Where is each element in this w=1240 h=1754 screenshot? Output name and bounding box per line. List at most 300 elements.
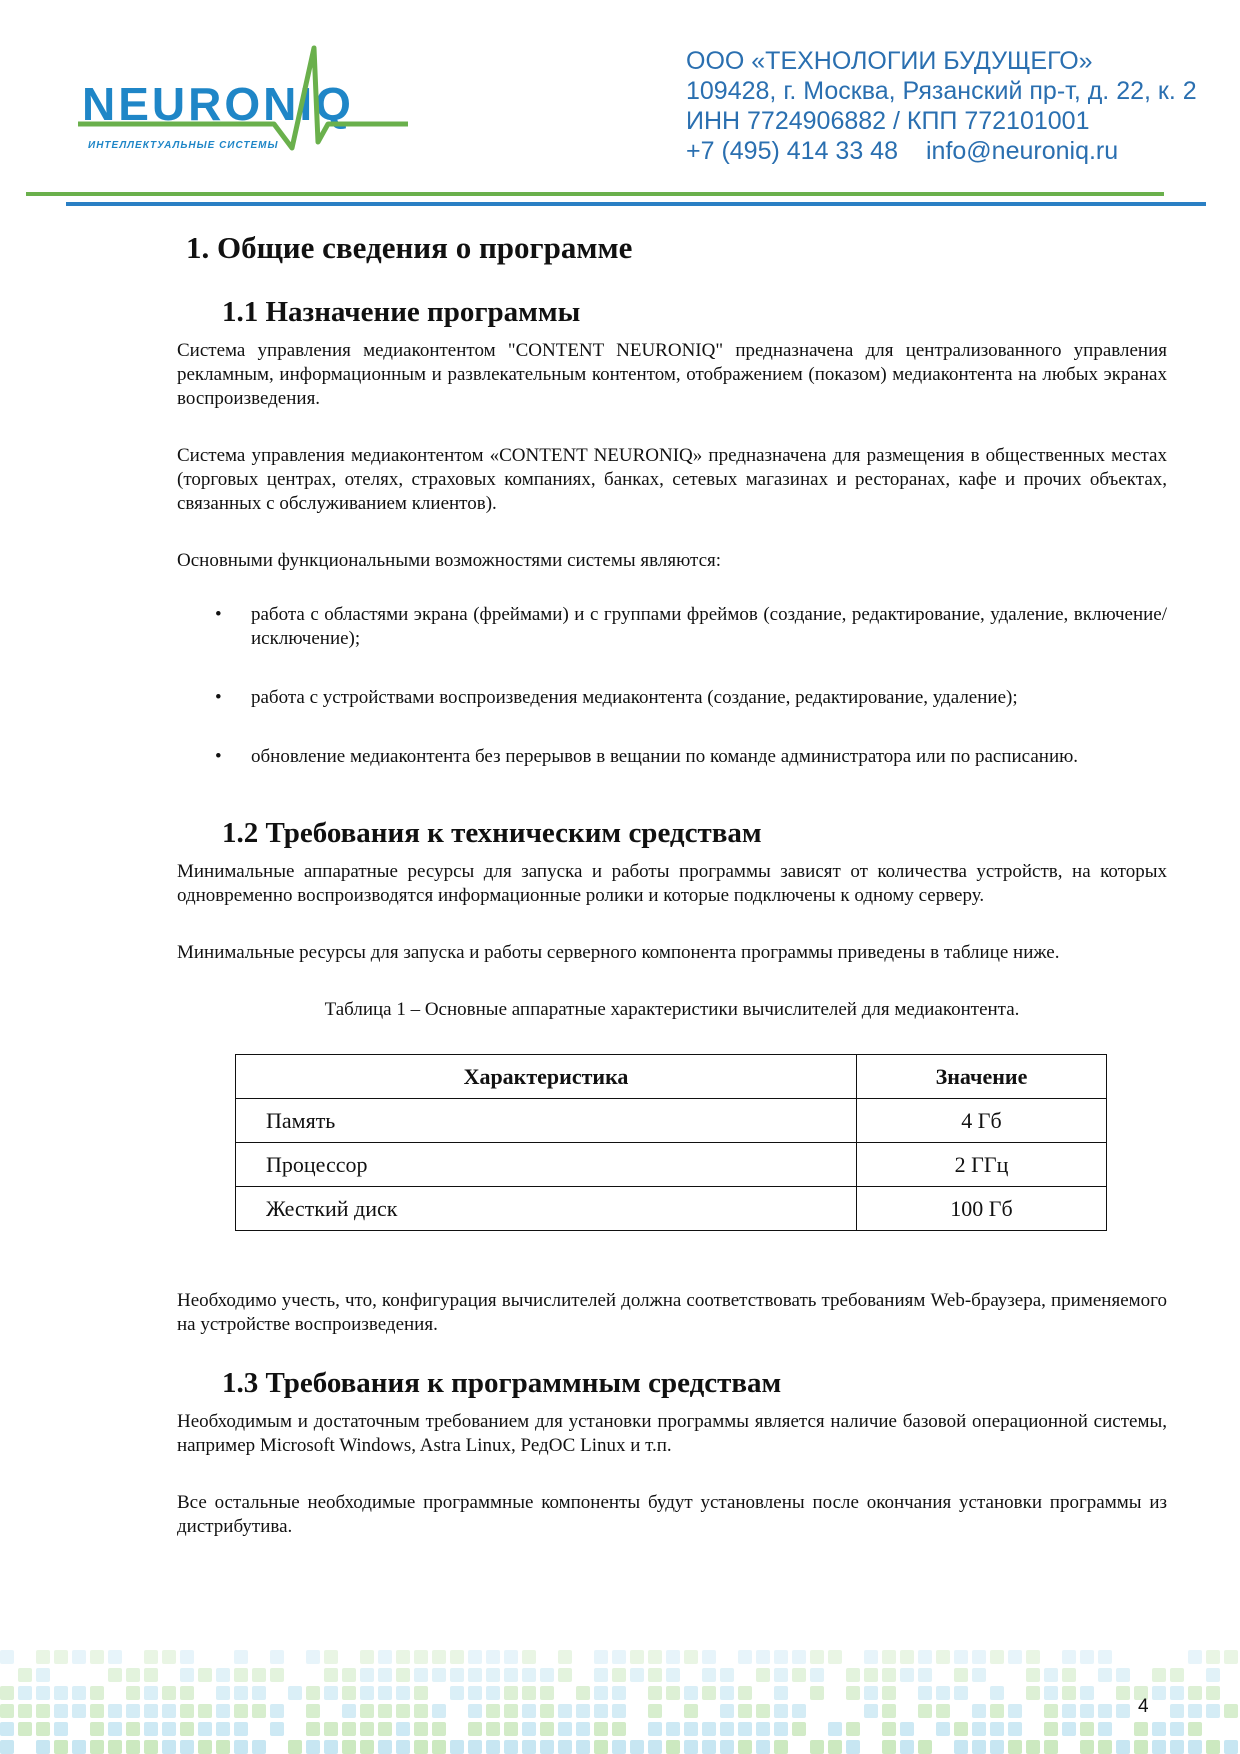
- pattern-square: [576, 1722, 590, 1736]
- pattern-square: [666, 1668, 680, 1682]
- pattern-square: [936, 1722, 950, 1736]
- pattern-square: [846, 1686, 860, 1700]
- pattern-square: [252, 1704, 266, 1718]
- pattern-square: [54, 1686, 68, 1700]
- pattern-square: [900, 1722, 914, 1736]
- pattern-square: [846, 1722, 860, 1736]
- pattern-square: [720, 1740, 734, 1754]
- pattern-square: [162, 1704, 176, 1718]
- pattern-square: [774, 1704, 788, 1718]
- pattern-square: [882, 1740, 896, 1754]
- pattern-square: [918, 1668, 932, 1682]
- pattern-square: [90, 1722, 104, 1736]
- bullet: •: [215, 604, 222, 625]
- pattern-square: [1170, 1722, 1184, 1736]
- pattern-square: [522, 1722, 536, 1736]
- pattern-square: [828, 1650, 842, 1664]
- pattern-square: [684, 1686, 698, 1700]
- pattern-square: [666, 1722, 680, 1736]
- bullet: •: [215, 746, 222, 767]
- pattern-square: [1224, 1740, 1238, 1754]
- pattern-square: [1134, 1740, 1148, 1754]
- pattern-square: [1098, 1740, 1112, 1754]
- pattern-square: [36, 1722, 50, 1736]
- pattern-square: [360, 1668, 374, 1682]
- pattern-square: [432, 1722, 446, 1736]
- pattern-square: [270, 1650, 284, 1664]
- pattern-square: [1044, 1740, 1058, 1754]
- pattern-square: [36, 1740, 50, 1754]
- pattern-square: [522, 1650, 536, 1664]
- pattern-square: [522, 1686, 536, 1700]
- pattern-square: [666, 1740, 680, 1754]
- pattern-square: [360, 1686, 374, 1700]
- table-caption: Таблица 1 – Основные аппаратные характеристики вычислителей для медиаконтента.: [324, 999, 1020, 1020]
- pattern-square: [558, 1722, 572, 1736]
- pattern-square: [846, 1668, 860, 1682]
- pattern-square: [1026, 1740, 1040, 1754]
- table-cell: 4 Гб: [857, 1099, 1107, 1143]
- pattern-square: [648, 1650, 662, 1664]
- pattern-square: [918, 1686, 932, 1700]
- table-header-row: [236, 1055, 1107, 1099]
- pattern-square: [378, 1668, 392, 1682]
- pattern-square: [306, 1740, 320, 1754]
- footer-decorative-pattern: [0, 1650, 1240, 1754]
- pattern-square: [486, 1650, 500, 1664]
- pattern-square: [144, 1686, 158, 1700]
- pattern-square: [612, 1722, 626, 1736]
- pattern-square: [108, 1704, 122, 1718]
- pattern-square: [882, 1650, 896, 1664]
- section-1-3-title: 1.3 Требования к программным средствам: [222, 1367, 782, 1399]
- pattern-square: [1026, 1686, 1040, 1700]
- pattern-square: [432, 1650, 446, 1664]
- pattern-square: [342, 1668, 356, 1682]
- pattern-square: [108, 1722, 122, 1736]
- pattern-square: [630, 1668, 644, 1682]
- pattern-square: [414, 1668, 428, 1682]
- pattern-square: [774, 1740, 788, 1754]
- pattern-square: [1206, 1650, 1220, 1664]
- pattern-square: [1188, 1704, 1202, 1718]
- pattern-square: [486, 1686, 500, 1700]
- pattern-square: [144, 1722, 158, 1736]
- pattern-square: [324, 1668, 338, 1682]
- pattern-square: [468, 1686, 482, 1700]
- pattern-square: [900, 1740, 914, 1754]
- pattern-square: [324, 1740, 338, 1754]
- pattern-square: [1224, 1704, 1238, 1718]
- pattern-square: [342, 1740, 356, 1754]
- pattern-square: [1044, 1668, 1058, 1682]
- pattern-square: [54, 1650, 68, 1664]
- pattern-square: [108, 1740, 122, 1754]
- pattern-square: [1008, 1740, 1022, 1754]
- company-inn-kpp: ИНН 7724906882 / КПП 772101001: [686, 107, 1090, 135]
- page-number: 4: [1138, 1696, 1149, 1717]
- pattern-square: [18, 1668, 32, 1682]
- pattern-square: [918, 1740, 932, 1754]
- pattern-square: [252, 1740, 266, 1754]
- pattern-square: [522, 1704, 536, 1718]
- pattern-square: [648, 1740, 662, 1754]
- pattern-square: [54, 1704, 68, 1718]
- pattern-square: [18, 1704, 32, 1718]
- company-contacts: [686, 136, 1197, 166]
- pattern-square: [1008, 1650, 1022, 1664]
- pattern-square: [396, 1668, 410, 1682]
- pattern-square: [504, 1650, 518, 1664]
- pattern-square: [648, 1686, 662, 1700]
- pattern-square: [1152, 1722, 1166, 1736]
- pattern-square: [414, 1650, 428, 1664]
- company-contact-block: [686, 46, 1197, 166]
- pattern-square: [882, 1704, 896, 1718]
- pattern-square: [198, 1704, 212, 1718]
- pattern-square: [216, 1668, 230, 1682]
- pattern-square: [1188, 1650, 1202, 1664]
- pattern-square: [0, 1704, 14, 1718]
- pattern-square: [684, 1722, 698, 1736]
- section-1-title: 1. Общие сведения о программе: [186, 230, 633, 265]
- pattern-square: [234, 1650, 248, 1664]
- pattern-square: [756, 1722, 770, 1736]
- pattern-square: [450, 1740, 464, 1754]
- pattern-square: [378, 1740, 392, 1754]
- pattern-square: [504, 1704, 518, 1718]
- pattern-square: [306, 1650, 320, 1664]
- pattern-square: [954, 1722, 968, 1736]
- pattern-square: [540, 1686, 554, 1700]
- pattern-square: [450, 1668, 464, 1682]
- pattern-square: [702, 1668, 716, 1682]
- pattern-square: [1206, 1668, 1220, 1682]
- pattern-square: [738, 1722, 752, 1736]
- pattern-square: [1098, 1722, 1112, 1736]
- pattern-square: [972, 1740, 986, 1754]
- pattern-square: [990, 1722, 1004, 1736]
- pattern-square: [126, 1668, 140, 1682]
- pattern-square: [612, 1668, 626, 1682]
- pattern-square: [306, 1722, 320, 1736]
- pattern-square: [432, 1668, 446, 1682]
- pattern-square: [1080, 1722, 1094, 1736]
- pattern-square: [486, 1722, 500, 1736]
- pattern-square: [630, 1740, 644, 1754]
- pattern-square: [396, 1740, 410, 1754]
- pattern-square: [108, 1668, 122, 1682]
- pattern-square: [432, 1704, 446, 1718]
- company-email[interactable]: info@neuroniq.ru: [925, 137, 1119, 165]
- pattern-square: [774, 1686, 788, 1700]
- pattern-square: [738, 1650, 752, 1664]
- pattern-square: [234, 1722, 248, 1736]
- pattern-square: [504, 1668, 518, 1682]
- pattern-square: [594, 1686, 608, 1700]
- pattern-square: [126, 1722, 140, 1736]
- list-item: [177, 603, 1167, 651]
- pattern-square: [1152, 1668, 1166, 1682]
- pattern-square: [558, 1704, 572, 1718]
- pattern-square: [360, 1722, 374, 1736]
- pattern-square: [90, 1740, 104, 1754]
- pattern-square: [468, 1704, 482, 1718]
- pattern-square: [1134, 1722, 1148, 1736]
- pattern-square: [900, 1650, 914, 1664]
- paragraph: Минимальные аппаратные ресурсы для запуска и работы программы зависят от количества устройств, на которых одновременно воспроизводятся информационные ролики и которые подключены к одному серверу.: [177, 861, 1167, 906]
- pattern-square: [972, 1668, 986, 1682]
- pattern-square: [720, 1686, 734, 1700]
- pattern-square: [990, 1740, 1004, 1754]
- pattern-square: [252, 1668, 266, 1682]
- pattern-square: [648, 1722, 662, 1736]
- pattern-square: [1170, 1740, 1184, 1754]
- pattern-square: [990, 1704, 1004, 1718]
- list-item: [177, 686, 1167, 710]
- header-divider-green: [26, 192, 1164, 196]
- pattern-square: [468, 1722, 482, 1736]
- pattern-square: [0, 1722, 14, 1736]
- pattern-square: [594, 1740, 608, 1754]
- hardware-requirements-table: [235, 1054, 1107, 1231]
- pattern-square: [396, 1722, 410, 1736]
- pattern-square: [486, 1740, 500, 1754]
- pattern-square: [972, 1704, 986, 1718]
- pattern-square: [540, 1704, 554, 1718]
- pattern-square: [1188, 1740, 1202, 1754]
- pattern-square: [576, 1704, 590, 1718]
- pattern-square: [342, 1722, 356, 1736]
- bullet: •: [215, 687, 222, 708]
- pattern-square: [792, 1668, 806, 1682]
- section-1-1-title: 1.1 Назначение программы: [222, 296, 581, 328]
- pattern-square: [432, 1740, 446, 1754]
- pattern-square: [882, 1722, 896, 1736]
- feature-list: [177, 603, 1167, 769]
- pattern-square: [630, 1650, 644, 1664]
- company-name: ООО «ТЕХНОЛОГИИ БУДУЩЕГО»: [686, 47, 1093, 75]
- pattern-square: [720, 1704, 734, 1718]
- pattern-square: [558, 1740, 572, 1754]
- pattern-square: [1170, 1668, 1184, 1682]
- pattern-square: [1008, 1722, 1022, 1736]
- pattern-square: [234, 1704, 248, 1718]
- pattern-square: [54, 1740, 68, 1754]
- pattern-square: [702, 1740, 716, 1754]
- pattern-square: [864, 1668, 878, 1682]
- paragraph: Система управления медиаконтентом «CONTENT NEURONIQ» предназначена для размещения в общественных местах (торговых центрах, отелях, страховых компаниях, банках, сетевых магазинах и ресторанах, кафе и прочих объектах, связанных с обслуживанием клиентов).: [177, 445, 1167, 514]
- pattern-square: [684, 1650, 698, 1664]
- pattern-square: [216, 1686, 230, 1700]
- pattern-square: [288, 1686, 302, 1700]
- pattern-square: [216, 1722, 230, 1736]
- pattern-square: [936, 1650, 950, 1664]
- pattern-square: [504, 1722, 518, 1736]
- pattern-square: [1170, 1704, 1184, 1718]
- pattern-square: [990, 1686, 1004, 1700]
- pattern-square: [1188, 1686, 1202, 1700]
- pattern-square: [900, 1668, 914, 1682]
- pattern-square: [18, 1686, 32, 1700]
- pattern-square: [702, 1686, 716, 1700]
- table-row: [236, 1143, 1107, 1187]
- document-body: [177, 222, 1167, 1539]
- pattern-square: [612, 1740, 626, 1754]
- pattern-square: [180, 1686, 194, 1700]
- pattern-square: [702, 1650, 716, 1664]
- paragraph: Необходимым и достаточным требованием для установки программы является наличие базовой операционной системы, например Microsoft Windows, Astra Linux, РедОС Linux и т.п.: [177, 1411, 1167, 1456]
- pattern-square: [594, 1704, 608, 1718]
- pattern-square: [450, 1650, 464, 1664]
- pattern-square: [1044, 1722, 1058, 1736]
- pattern-square: [918, 1650, 932, 1664]
- pattern-square: [756, 1704, 770, 1718]
- pattern-square: [1152, 1740, 1166, 1754]
- header-divider-blue: [66, 202, 1206, 206]
- pattern-square: [414, 1686, 428, 1700]
- pattern-square: [126, 1740, 140, 1754]
- pattern-square: [1080, 1704, 1094, 1718]
- pattern-square: [342, 1686, 356, 1700]
- pattern-square: [396, 1686, 410, 1700]
- pattern-square: [1188, 1722, 1202, 1736]
- pattern-square: [234, 1668, 248, 1682]
- table-header-cell: Характеристика: [236, 1055, 857, 1099]
- pattern-square: [216, 1704, 230, 1718]
- pattern-square: [504, 1686, 518, 1700]
- pattern-square: [846, 1740, 860, 1754]
- pattern-square: [684, 1704, 698, 1718]
- table-cell: Память: [236, 1099, 857, 1143]
- pattern-square: [648, 1704, 662, 1718]
- pattern-square: [756, 1740, 770, 1754]
- pattern-square: [990, 1650, 1004, 1664]
- list-item-text: работа с устройствами воспроизведения медиаконтента (создание, редактирование, удаление);: [251, 687, 1018, 708]
- pattern-square: [360, 1704, 374, 1718]
- pattern-square: [198, 1722, 212, 1736]
- pattern-square: [180, 1740, 194, 1754]
- pattern-square: [396, 1650, 410, 1664]
- logo-wordmark: NEURONIQ: [82, 78, 354, 130]
- pattern-square: [342, 1704, 356, 1718]
- pattern-square: [792, 1650, 806, 1664]
- company-address: 109428, г. Москва, Рязанский пр-т, д. 22, к. 2: [686, 77, 1197, 105]
- pattern-square: [198, 1740, 212, 1754]
- pattern-square: [882, 1686, 896, 1700]
- pattern-square: [882, 1668, 896, 1682]
- table-row: [236, 1099, 1107, 1143]
- pattern-square: [1098, 1704, 1112, 1718]
- list-item-text: обновление медиаконтента без перерывов в вещании по команде администратора или по расписанию.: [251, 746, 1079, 767]
- pattern-square: [648, 1668, 662, 1682]
- pattern-square: [1080, 1650, 1094, 1664]
- pattern-square: [1206, 1704, 1220, 1718]
- pattern-square: [162, 1722, 176, 1736]
- pattern-square: [378, 1722, 392, 1736]
- pattern-square: [576, 1686, 590, 1700]
- pattern-square: [414, 1704, 428, 1718]
- pattern-square: [504, 1740, 518, 1754]
- table-cell: 2 ГГц: [857, 1143, 1107, 1187]
- pattern-square: [378, 1650, 392, 1664]
- pattern-square: [540, 1668, 554, 1682]
- pattern-square: [180, 1722, 194, 1736]
- pattern-square: [180, 1668, 194, 1682]
- list-item: [177, 745, 1167, 769]
- pattern-square: [702, 1722, 716, 1736]
- paragraph: Основными функциональными возможностями системы являются:: [177, 550, 722, 571]
- pattern-square: [486, 1668, 500, 1682]
- pattern-square: [522, 1668, 536, 1682]
- pattern-square: [324, 1686, 338, 1700]
- table-cell: 100 Гб: [857, 1187, 1107, 1231]
- pattern-square: [162, 1740, 176, 1754]
- pattern-square: [936, 1686, 950, 1700]
- table-cell: Жесткий диск: [236, 1187, 857, 1231]
- pattern-square: [738, 1740, 752, 1754]
- pattern-square: [1008, 1704, 1022, 1718]
- list-item-text: работа с областями экрана (фреймами) и с группами фреймов (создание, редактирование, удаление, включение/исключение);: [251, 604, 1167, 649]
- pattern-square: [864, 1704, 878, 1718]
- pattern-square: [1206, 1686, 1220, 1700]
- pattern-square: [378, 1704, 392, 1718]
- pattern-square: [90, 1686, 104, 1700]
- pattern-square: [522, 1740, 536, 1754]
- pattern-square: [162, 1686, 176, 1700]
- pattern-square: [288, 1740, 302, 1754]
- pattern-square: [540, 1722, 554, 1736]
- table-header-cell: Значение: [857, 1055, 1107, 1099]
- paragraph: Необходимо учесть, что, конфигурация вычислителей должна соответствовать требованиям Web-браузера, применяемого на устройстве воспроизведения.: [177, 1290, 1167, 1335]
- pattern-square: [36, 1650, 50, 1664]
- pattern-square: [1062, 1686, 1076, 1700]
- pattern-square: [270, 1668, 284, 1682]
- pattern-square: [468, 1668, 482, 1682]
- neuroniq-logo: [78, 40, 408, 160]
- pattern-square: [864, 1686, 878, 1700]
- pattern-square: [1116, 1668, 1130, 1682]
- pattern-square: [414, 1722, 428, 1736]
- pattern-square: [270, 1722, 284, 1736]
- pattern-square: [1098, 1650, 1112, 1664]
- pattern-square: [198, 1668, 212, 1682]
- pattern-square: [810, 1650, 824, 1664]
- paragraph: Система управления медиаконтентом "CONTENT NEURONIQ" предназначена для централизованного управления рекламным, информационным и развлекательным контентом, отображением (показом) медиаконтента на любых экранах воспроизведения.: [177, 340, 1167, 409]
- pattern-square: [558, 1668, 572, 1682]
- pattern-square: [810, 1740, 824, 1754]
- pattern-square: [234, 1686, 248, 1700]
- pattern-square: [360, 1650, 374, 1664]
- pattern-square: [594, 1650, 608, 1664]
- pattern-square: [810, 1686, 824, 1700]
- pattern-square: [666, 1686, 680, 1700]
- pattern-square: [738, 1686, 752, 1700]
- pattern-square: [774, 1722, 788, 1736]
- pattern-square: [72, 1740, 86, 1754]
- pattern-square: [234, 1740, 248, 1754]
- pattern-square: [828, 1722, 842, 1736]
- pattern-square: [954, 1740, 968, 1754]
- pattern-square: [144, 1740, 158, 1754]
- pattern-square: [756, 1650, 770, 1664]
- pattern-square: [0, 1740, 14, 1754]
- pattern-square: [1062, 1668, 1076, 1682]
- paragraph: Все остальные необходимые программные компоненты будут установлены после окончания установки программы из дистрибутива.: [177, 1492, 1167, 1537]
- pattern-square: [54, 1722, 68, 1736]
- pattern-square: [810, 1668, 824, 1682]
- pattern-square: [738, 1704, 752, 1718]
